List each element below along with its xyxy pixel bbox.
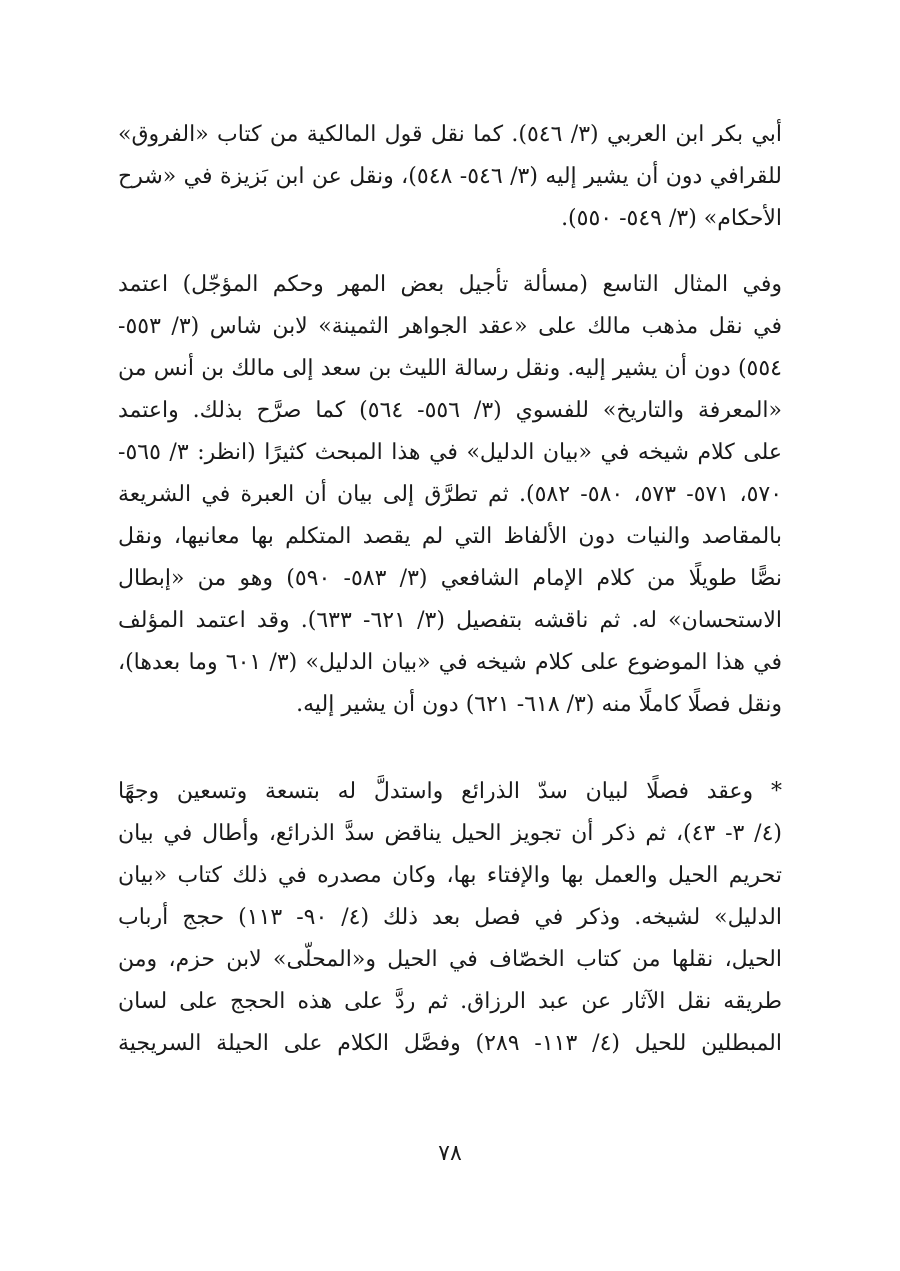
- text-line: الأحكام» (٣/ ٥٤٩- ٥٥٠).: [561, 206, 782, 231]
- text-line: «المعرفة والتاريخ» للفسوي (٣/ ٥٥٦- ٥٦٤) كما صرَّح بذلك. واعتمد: [118, 398, 782, 423]
- text-line: للقرافي دون أن يشير إليه (٣/ ٥٤٦- ٥٤٨)، ونقل عن ابن بَزيزة في «شرح: [118, 164, 782, 189]
- page-number: ٧٨: [438, 1141, 462, 1166]
- text-line: بالمقاصد والنيات دون الألفاظ التي لم يقصد المتكلم بها معانيها، ونقل: [118, 524, 782, 549]
- text-line: تحريم الحيل والعمل بها والإفتاء بها، وكان مصدره في ذلك كتاب «بيان: [118, 863, 782, 888]
- text-line: (٤/ ٣- ٤٣)، ثم ذكر أن تجويز الحيل يناقض سدَّ الذرائع، وأطال في بيان: [118, 821, 782, 846]
- text-line: الحيل، نقلها من كتاب الخصّاف في الحيل و«المحلّى» لابن حزم، ومن: [118, 947, 782, 972]
- text-line: الدليل» لشيخه. وذكر في فصل بعد ذلك (٤/ ٩٠- ١١٣) حجج أرباب: [118, 905, 782, 930]
- text-line: * وعقد فصلًا لبيان سدّ الذرائع واستدلَّ له بتسعة وتسعين وجهًا: [118, 779, 782, 804]
- text-line: في نقل مذهب مالك على «عقد الجواهر الثمينة» لابن شاس (٣/ ٥٥٣-: [118, 314, 782, 339]
- text-line: وفي المثال التاسع (مسألة تأجيل بعض المهر وحكم المؤجّل) اعتمد: [118, 272, 782, 297]
- text-line: في هذا الموضوع على كلام شيخه في «بيان الدليل» (٣/ ٦٠١ وما بعدها)،: [118, 650, 782, 675]
- text-line: على كلام شيخه في «بيان الدليل» في هذا المبحث كثيرًا (انظر: ٣/ ٥٦٥-: [118, 440, 782, 465]
- text-line: طريقه نقل الآثار عن عبد الرزاق. ثم ردَّ على هذه الحجج على لسان: [118, 989, 782, 1014]
- text-line: ونقل فصلًا كاملًا منه (٣/ ٦١٨- ٦٢١) دون أن يشير إليه.: [296, 692, 782, 717]
- text-line: الاستحسان» له. ثم ناقشه بتفصيل (٣/ ٦٢١- ٦٣٣). وقد اعتمد المؤلف: [118, 608, 782, 633]
- text-line: نصًّا طويلًا من كلام الإمام الشافعي (٣/ ٥٨٣- ٥٩٠) وهو من «إبطال: [118, 566, 782, 591]
- text-line: أبي بكر ابن العربي (٣/ ٥٤٦). كما نقل قول المالكية من كتاب «الفروق»: [118, 122, 782, 147]
- text-line: المبطلين للحيل (٤/ ١١٣- ٢٨٩) وفصَّل الكلام على الحيلة السريجية: [118, 1031, 782, 1056]
- text-line: ٥٧٠، ٥٧١- ٥٧٣، ٥٨٠- ٥٨٢). ثم تطرَّق إلى بيان أن العبرة في الشريعة: [118, 482, 782, 507]
- text-line: ٥٥٤) دون أن يشير إليه. ونقل رسالة الليث بن سعد إلى مالك بن أنس من: [118, 356, 782, 381]
